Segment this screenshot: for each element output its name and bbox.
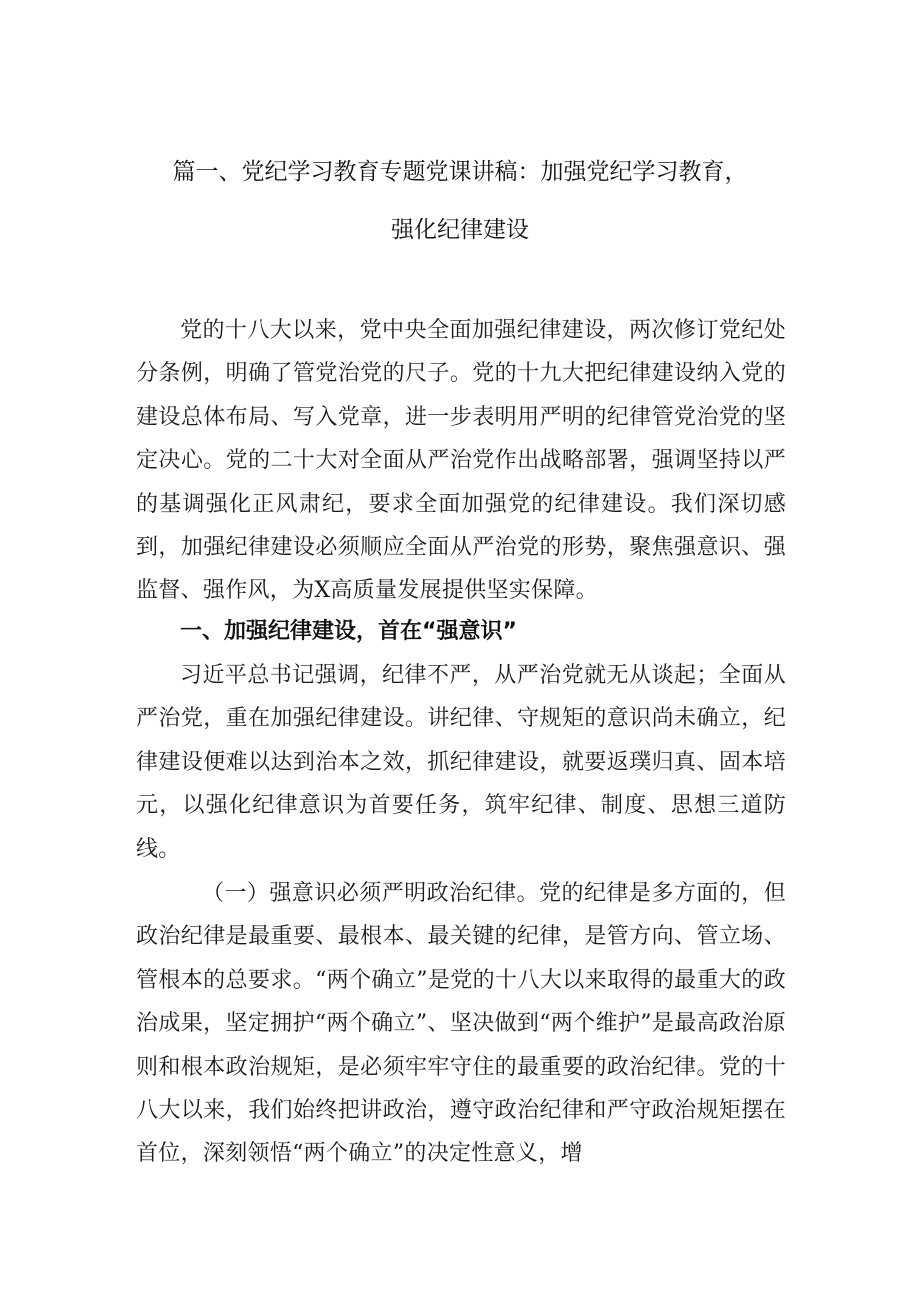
- paragraph-section-1-intro: 习近平总书记强调，纪律不严，从严治党就无从谈起；全面从严治党，重在加强纪律建设。讲纪律、守规矩的意识尚未确立，纪律建设便难以达到治本之效，抓纪律建设，就要返璞归真、固本培元，以强化纪律意识为首要任务，筑牢纪律、制度、思想三道防线。: [136, 663, 786, 862]
- document-title-line-2: 强化纪律建设: [391, 217, 529, 243]
- paragraph-intro: 党的十八大以来，党中央全面加强纪律建设，两次修订党纪处分条例，明确了管党治党的尺子。党的十九大把纪律建设纳入党的建设总体布局、写入党章，进一步表明用严明的纪律管党治党的坚定决心。党的二十大对全面从严治党作出战略部署，强调坚持以严的基调强化正风肃纪，要求全面加强党的纪律建设。我们深切感到，加强纪律建设必须顺应全面从严治党的形势，聚焦强意识、强监督、强作风，为X高质量发展提供坚实保障。: [136, 318, 786, 604]
- paragraph-subsection-1: （一）强意识必须严明政治纪律。党的纪律是多方面的，但政治纪律是最重要、最根本、最关键的纪律，是管方向、管立场、管根本的总要求。“两个确立”是党的十八大以来取得的最重大的政治成果，坚定拥护“两个确立”、坚决做到“两个维护”是最高政治原则和根本政治规矩，是必须牢牢守住的最重要的政治纪律。党的十八大以来，我们始终把讲政治，遵守政治纪律和严守政治规矩摆在首位，深刻领悟“两个确立”的决定性意义，增: [136, 881, 786, 1167]
- section-heading-1: 一、加强纪律建设，首在“强意识”: [180, 619, 517, 644]
- document-title-line-1: 篇一、党纪学习教育专题党课讲稿：加强党纪学习教育，: [172, 159, 748, 185]
